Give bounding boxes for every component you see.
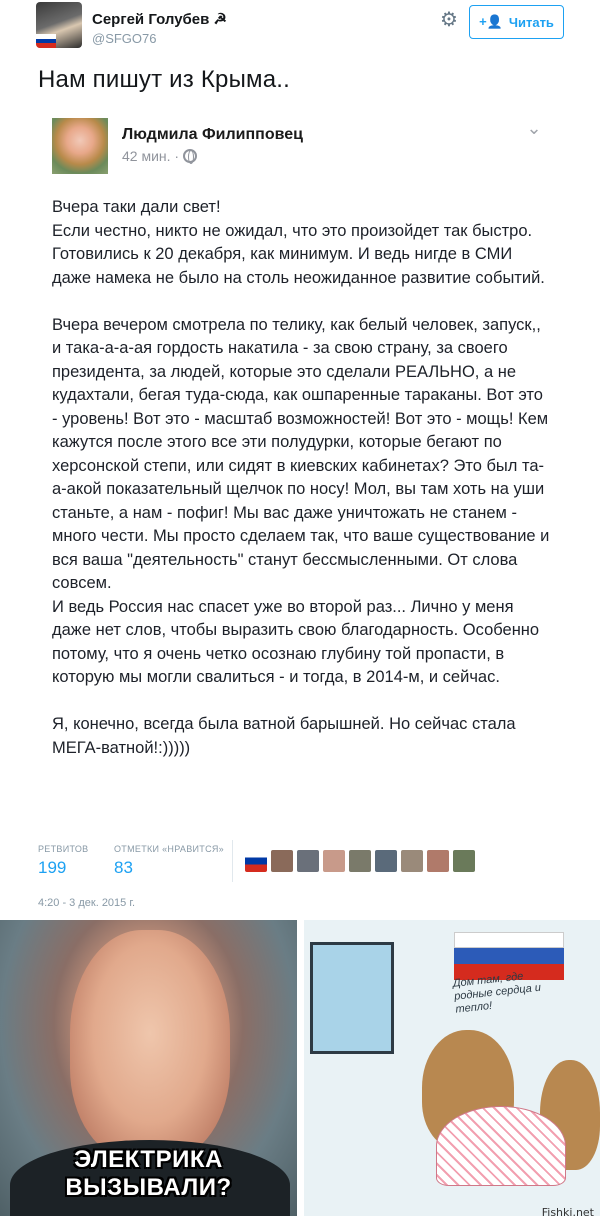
liker-avatar[interactable] [427,850,449,872]
add-user-icon: +👤 [479,14,503,29]
meme-image-left [0,920,297,1216]
cartoon-window [310,942,394,1054]
globe-icon [183,149,197,163]
watermark: Fishki.net [541,1206,594,1219]
portrait-face [70,930,230,1160]
embedded-post [38,108,566,888]
post-paragraph: Вчера вечером смотрела по телику, как белый человек, запуск,, и така-а-а-ая гордость накатила - за свою страну, за своего президента, за людей, которые это сделали РЕАЛЬНО, а не кудахтали, бегая туда-сюда, как ошпаренные тараканы. Вот это - уровень! Вот это - масштаб возможностей! Вот это - мощь! Кем кажутся после этого все эти полудурки, которые бегают по херсонской степи, или сидят в киевских кабинетах? Это был та-а-акой показательный щелчок по носу! Мол, вы там хоть на уши станьте, а нам - пофиг! Мы вас даже уничтожать не станем - много чести. Мы просто сделаем так, что ваше существование и вся ваша "деятельность" станут бессмысленными. От слова совсем. [52,315,550,592]
post-paragraph: Я, конечно, всегда была ватной барышней. Но сейчас стала МЕГА-ватной!:))))) [52,715,516,757]
liker-avatar[interactable] [453,850,475,872]
post-author-name: Людмила Филипповец [122,126,303,143]
likes-label: ОТМЕТКИ «НРАВИТСЯ» [114,844,224,854]
post-body [52,196,552,760]
liker-avatar[interactable] [401,850,423,872]
liker-avatar[interactable] [271,850,293,872]
cartoon-speech-text: Дом там, где родные сердца и тепло! [452,970,542,1016]
post-paragraph: Вчера таки дали свет! [52,198,221,216]
post-meta [122,148,197,164]
author-avatar[interactable] [36,2,82,48]
likers-avatars [245,850,475,872]
tweet-timestamp[interactable]: 4:20 - 3 дек. 2015 г. [38,897,136,909]
post-paragraph: Если честно, никто не ожидал, что это произойдет так быстро. Готовились к 20 декабря, как минимум. И ведь нигде в СМИ даже намека не было на столь неожиданное развитие событий. [52,221,545,287]
liker-avatar[interactable] [349,850,371,872]
likes-count: 83 [114,858,133,877]
post-time: 42 мин. · [122,148,180,164]
liker-avatar[interactable] [245,850,267,872]
follow-button[interactable] [469,5,564,39]
checkered-table [436,1106,566,1186]
russian-flag-icon [36,34,56,48]
author-handle[interactable]: @SFGO76 [92,31,157,46]
tweet-stats [38,840,566,890]
retweets-label: РЕТВИТОВ [38,844,89,854]
author-name[interactable]: Сергей Голубев ☭ [92,11,227,28]
divider [232,840,233,882]
tweet-text: Нам пишут из Крыма.. [38,66,291,93]
post-author-avatar [52,118,108,174]
retweets-count: 199 [38,858,67,877]
likes-stat[interactable] [114,844,224,878]
meme-caption: ЭЛЕКТРИКА ВЫЗЫВАЛИ? [65,1146,232,1201]
cartoon-image-right [304,920,600,1216]
chevron-down-icon: ⌄ [526,118,542,138]
post-paragraph: И ведь Россия нас спасет уже во второй раз... Лично у меня даже нет слов, чтобы выразить свою благодарность. Особенно потому, что я очень четко осознаю глубину той пропасти, в которую мы могли свалиться - и тогда, в 2014-м, и сейчас. [52,597,540,686]
liker-avatar[interactable] [297,850,319,872]
follow-label: Читать [508,14,554,30]
liker-avatar[interactable] [323,850,345,872]
gear-icon[interactable]: ⚙ [440,9,458,31]
retweets-stat[interactable] [38,844,88,878]
tweet-header [36,2,564,52]
liker-avatar[interactable] [375,850,397,872]
